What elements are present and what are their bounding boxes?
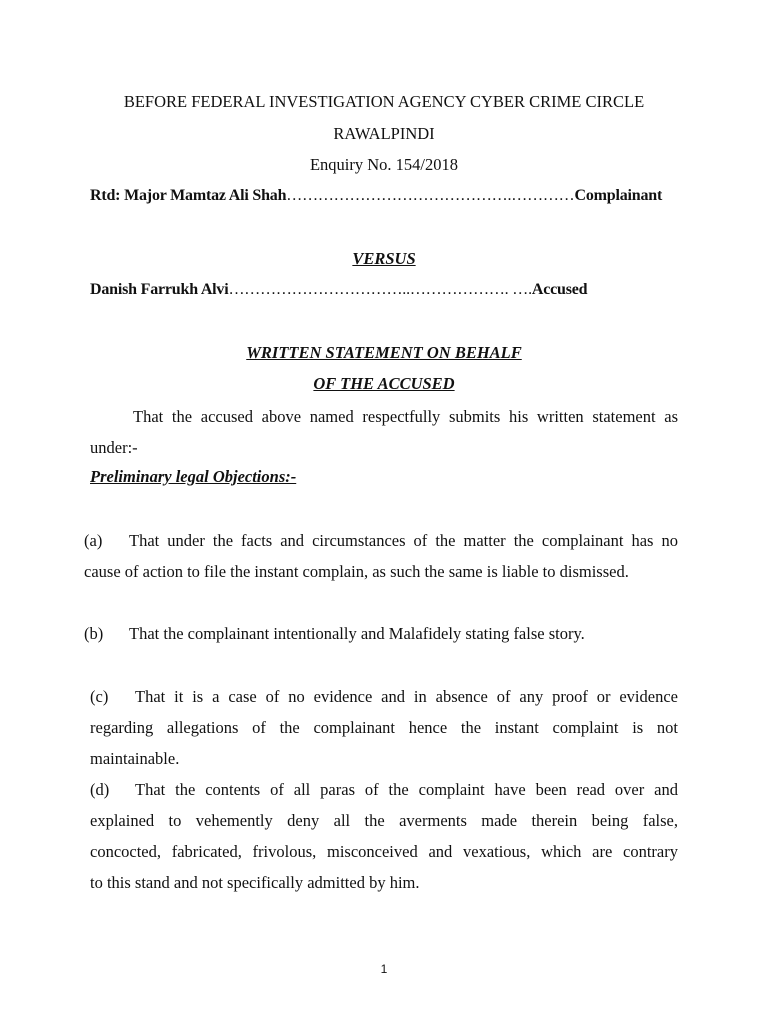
header-line-1: BEFORE FEDERAL INVESTIGATION AGENCY CYBER CRIME CIRCLE: [123, 92, 645, 111]
complainant-name: Rtd: Major Mamtaz Ali Shah: [90, 187, 287, 204]
objection-a-line-1: (a) That under the facts and circumstances of the matter the complainant has no: [84, 525, 678, 556]
enquiry-number: Enquiry No. 154/2018: [309, 155, 459, 174]
objection-d-line-1: (d) That the contents of all paras of the complaint have been read over and: [90, 774, 678, 805]
statement-title-line-1: WRITTEN STATEMENT ON BEHALF: [246, 343, 522, 362]
objection-d-line-3: concocted, fabricated, frivolous, misconceived and vexatious, which are contrary: [90, 842, 678, 861]
objection-a: [84, 525, 678, 587]
intro-paragraph: [90, 401, 678, 463]
objection-d-line-4: to this stand and not specifically admitted by him.: [90, 873, 420, 892]
intro-line-2: under:-: [90, 438, 138, 457]
objection-d-line-2: explained to vehemently deny all the averments made therein being false,: [90, 811, 678, 830]
versus-heading: VERSUS: [352, 249, 416, 268]
page-number: 1: [380, 962, 388, 976]
complainant-line: [90, 187, 662, 205]
objection-a-line-2: cause of action to file the instant complain, as such the same is liable to dismissed.: [84, 562, 629, 581]
accused-line: [90, 281, 587, 299]
objection-c-line-2: regarding allegations of the complainant hence the instant complaint is not: [90, 718, 678, 737]
objection-d: [90, 774, 678, 898]
accused-role: Accused: [531, 281, 588, 298]
objection-c-line-1: (c) That it is a case of no evidence and in absence of any proof or evidence: [90, 681, 678, 712]
objection-b: [84, 618, 678, 649]
preliminary-heading: Preliminary legal Objections:-: [90, 467, 297, 486]
objection-d-marker: (d): [90, 780, 110, 799]
intro-line-1: That the accused above named respectfully submits his written statement as: [133, 407, 678, 426]
complainant-dots: …………………………………….…………: [286, 187, 575, 204]
statement-title-line-2: OF THE ACCUSED: [313, 374, 455, 393]
header-line-2: RAWALPINDI: [333, 124, 435, 143]
objection-b-marker: (b): [84, 624, 104, 643]
objection-b-line-1: (b) That the complainant intentionally and Malafidely stating false story.: [84, 618, 678, 649]
complainant-role: Complainant: [574, 187, 663, 204]
objection-a-marker: (a): [84, 531, 103, 550]
objection-c-line-3: maintainable.: [90, 749, 180, 768]
accused-dots: ……………………………..………………. ….: [228, 281, 532, 298]
objection-c: [90, 681, 678, 774]
objection-c-marker: (c): [90, 687, 109, 706]
accused-name: Danish Farrukh Alvi: [90, 281, 229, 298]
